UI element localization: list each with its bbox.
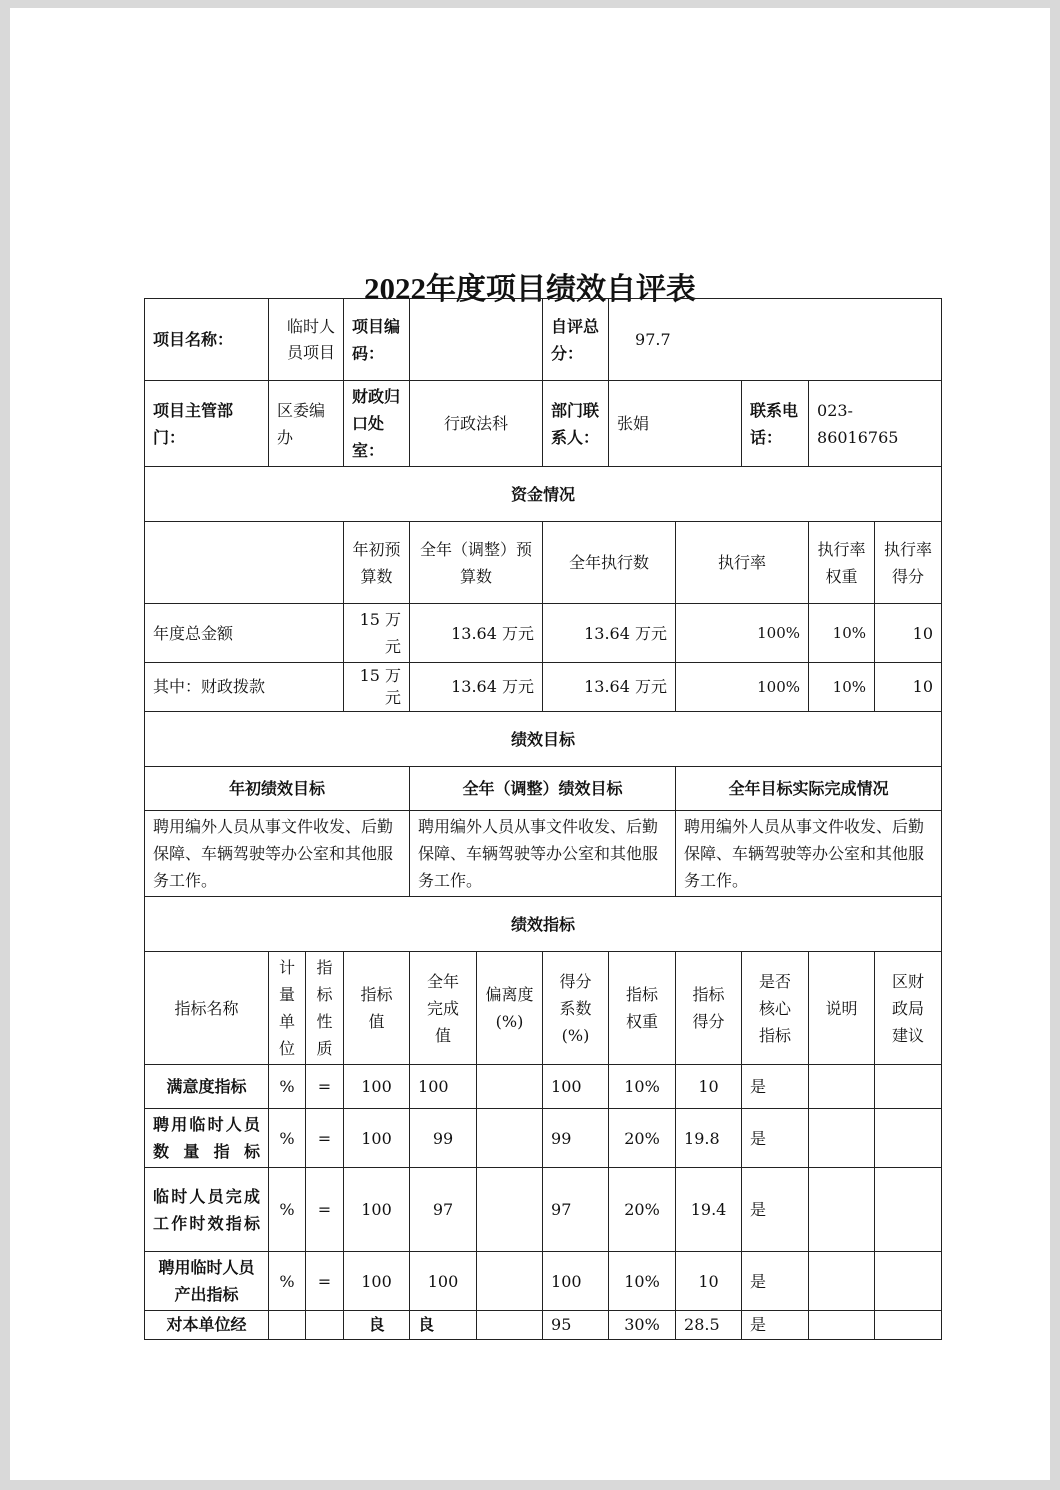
funds-row-rate: 100% — [676, 604, 809, 663]
contact-label: 部门联系人： — [543, 381, 609, 467]
indicators-header-row — [145, 952, 942, 1065]
title-year: 2022 — [364, 271, 426, 306]
indicator-unit — [269, 1311, 306, 1340]
funds-header-initial: 年初预算数 — [344, 522, 410, 604]
goals-header-actual: 全年目标实际完成情况 — [676, 767, 942, 811]
goal-adjusted-text: 聘用编外人员从事文件收发、后勤保障、车辆驾驶等办公室和其他服务工作。 — [410, 811, 676, 897]
funds-row-adjusted: 13.64 万元 — [410, 663, 543, 712]
indicator-nature: = — [306, 1109, 344, 1168]
funds-row-label: 年度总金额 — [145, 604, 344, 663]
indicator-target: 100 — [344, 1168, 410, 1252]
indicator-core: 是 — [742, 1109, 809, 1168]
funds-row-initial: 15 万元 — [344, 604, 410, 663]
finance-office-label: 财政归口处室： — [344, 381, 410, 467]
indicator-note — [809, 1311, 875, 1340]
funds-row-executed: 13.64 万元 — [543, 663, 676, 712]
goals-header-row — [145, 767, 942, 811]
indicator-weight: 10% — [609, 1252, 676, 1311]
indicator-name: 聘用临时人员产出指标 — [145, 1252, 269, 1311]
indicator-advice — [875, 1065, 942, 1109]
indicator-nature: = — [306, 1065, 344, 1109]
goals-value-row — [145, 811, 942, 897]
indicator-row — [145, 1311, 942, 1340]
funds-header-score: 执行率得分 — [875, 522, 942, 604]
info-row-1 — [145, 299, 942, 381]
indicator-target: 良 — [344, 1311, 410, 1340]
indicator-row — [145, 1168, 942, 1252]
indicator-core: 是 — [742, 1252, 809, 1311]
indicator-row — [145, 1252, 942, 1311]
funds-row-score: 10 — [875, 663, 942, 712]
indicator-nature — [306, 1311, 344, 1340]
indicator-actual: 100 — [410, 1065, 477, 1109]
goal-actual-text: 聘用编外人员从事文件收发、后勤保障、车辆驾驶等办公室和其他服务工作。 — [676, 811, 942, 897]
goals-header-initial: 年初绩效目标 — [145, 767, 410, 811]
funds-row — [145, 604, 942, 663]
indicator-weight: 20% — [609, 1168, 676, 1252]
indicator-name: 对本单位经 — [145, 1311, 269, 1340]
indicator-nature: = — [306, 1168, 344, 1252]
funds-row-score: 10 — [875, 604, 942, 663]
indicator-coef: 95 — [543, 1311, 609, 1340]
ind-header-unit: 计量单位 — [269, 952, 306, 1065]
dept-label: 项目主管部门： — [145, 381, 269, 467]
ind-header-score: 指标得分 — [676, 952, 742, 1065]
indicator-advice — [875, 1168, 942, 1252]
funds-header-blank — [145, 522, 344, 604]
funds-row-initial: 15 万元 — [344, 663, 410, 712]
funds-header-executed: 全年执行数 — [543, 522, 676, 604]
indicator-deviation — [477, 1252, 543, 1311]
indicator-unit: % — [269, 1168, 306, 1252]
indicator-advice — [875, 1109, 942, 1168]
self-evaluation-table — [144, 298, 942, 1340]
indicator-score: 10 — [676, 1065, 742, 1109]
total-score-label: 自评总分： — [543, 299, 609, 381]
indicator-deviation — [477, 1311, 543, 1340]
ind-header-advice: 区财政局建议 — [875, 952, 942, 1065]
indicator-name: 满意度指标 — [145, 1065, 269, 1109]
indicator-note — [809, 1109, 875, 1168]
indicator-target: 100 — [344, 1109, 410, 1168]
project-code-label: 项目编码： — [344, 299, 410, 381]
funds-row-weight: 10% — [809, 663, 875, 712]
indicator-coef: 99 — [543, 1109, 609, 1168]
project-name-value: 临时人员项目 — [269, 299, 344, 381]
indicator-name: 聘用临时人员数量指标 — [145, 1109, 269, 1168]
indicator-coef: 97 — [543, 1168, 609, 1252]
goals-header-adjusted: 全年（调整）绩效目标 — [410, 767, 676, 811]
goal-initial-text: 聘用编外人员从事文件收发、后勤保障、车辆驾驶等办公室和其他服务工作。 — [145, 811, 410, 897]
funds-row-weight: 10% — [809, 604, 875, 663]
indicator-score: 19.4 — [676, 1168, 742, 1252]
funds-header-weight: 执行率权重 — [809, 522, 875, 604]
indicator-row — [145, 1065, 942, 1109]
indicator-target: 100 — [344, 1065, 410, 1109]
ind-header-actual: 全年完成值 — [410, 952, 477, 1065]
indicator-advice — [875, 1311, 942, 1340]
project-code-value — [410, 299, 543, 381]
indicator-deviation — [477, 1168, 543, 1252]
indicator-name: 临时人员完成工作时效指标 — [145, 1168, 269, 1252]
indicator-note — [809, 1252, 875, 1311]
indicator-actual: 97 — [410, 1168, 477, 1252]
contact-value: 张娟 — [609, 381, 742, 467]
funds-row-executed: 13.64 万元 — [543, 604, 676, 663]
phone-label: 联系电话： — [742, 381, 809, 467]
indicator-target: 100 — [344, 1252, 410, 1311]
ind-header-deviation: 偏离度(%) — [477, 952, 543, 1065]
ind-header-name: 指标名称 — [145, 952, 269, 1065]
indicator-unit: % — [269, 1252, 306, 1311]
total-score-value: 97.7 — [609, 299, 942, 381]
indicator-row — [145, 1109, 942, 1168]
ind-header-coef: 得分系数(%) — [543, 952, 609, 1065]
indicator-advice — [875, 1252, 942, 1311]
finance-office-value: 行政法科 — [410, 381, 543, 467]
funds-header-adjusted: 全年（调整）预算数 — [410, 522, 543, 604]
funds-header-rate: 执行率 — [676, 522, 809, 604]
indicator-score: 28.5 — [676, 1311, 742, 1340]
ind-header-weight: 指标权重 — [609, 952, 676, 1065]
goals-section-title: 绩效目标 — [145, 712, 942, 767]
indicator-deviation — [477, 1109, 543, 1168]
indicator-unit: % — [269, 1065, 306, 1109]
funds-row-label: 其中：财政拨款 — [145, 663, 344, 712]
indicator-deviation — [477, 1065, 543, 1109]
project-name-label: 项目名称： — [145, 299, 269, 381]
indicator-actual: 100 — [410, 1252, 477, 1311]
indicator-note — [809, 1065, 875, 1109]
indicator-actual: 99 — [410, 1109, 477, 1168]
ind-header-core: 是否核心指标 — [742, 952, 809, 1065]
indicator-weight: 10% — [609, 1065, 676, 1109]
indicator-weight: 20% — [609, 1109, 676, 1168]
indicator-unit: % — [269, 1109, 306, 1168]
funds-header-row — [145, 522, 942, 604]
dept-value: 区委编办 — [269, 381, 344, 467]
indicator-coef: 100 — [543, 1065, 609, 1109]
funds-row — [145, 663, 942, 712]
indicator-core: 是 — [742, 1311, 809, 1340]
ind-header-target: 指标值 — [344, 952, 410, 1065]
indicator-core: 是 — [742, 1168, 809, 1252]
funds-row-adjusted: 13.64 万元 — [410, 604, 543, 663]
indicators-section-title: 绩效指标 — [145, 897, 942, 952]
ind-header-nature: 指标性质 — [306, 952, 344, 1065]
ind-header-note: 说明 — [809, 952, 875, 1065]
document-page — [10, 8, 1050, 1480]
indicator-nature: = — [306, 1252, 344, 1311]
indicator-core: 是 — [742, 1065, 809, 1109]
indicator-note — [809, 1168, 875, 1252]
indicator-score: 19.8 — [676, 1109, 742, 1168]
phone-value: 023-86016765 — [809, 381, 942, 467]
funds-section-title: 资金情况 — [145, 467, 942, 522]
title-text: 年度项目绩效自评表 — [426, 272, 696, 307]
indicator-weight: 30% — [609, 1311, 676, 1340]
funds-row-rate: 100% — [676, 663, 809, 712]
info-row-2 — [145, 381, 942, 467]
indicator-score: 10 — [676, 1252, 742, 1311]
indicator-actual: 良 — [410, 1311, 477, 1340]
indicator-coef: 100 — [543, 1252, 609, 1311]
